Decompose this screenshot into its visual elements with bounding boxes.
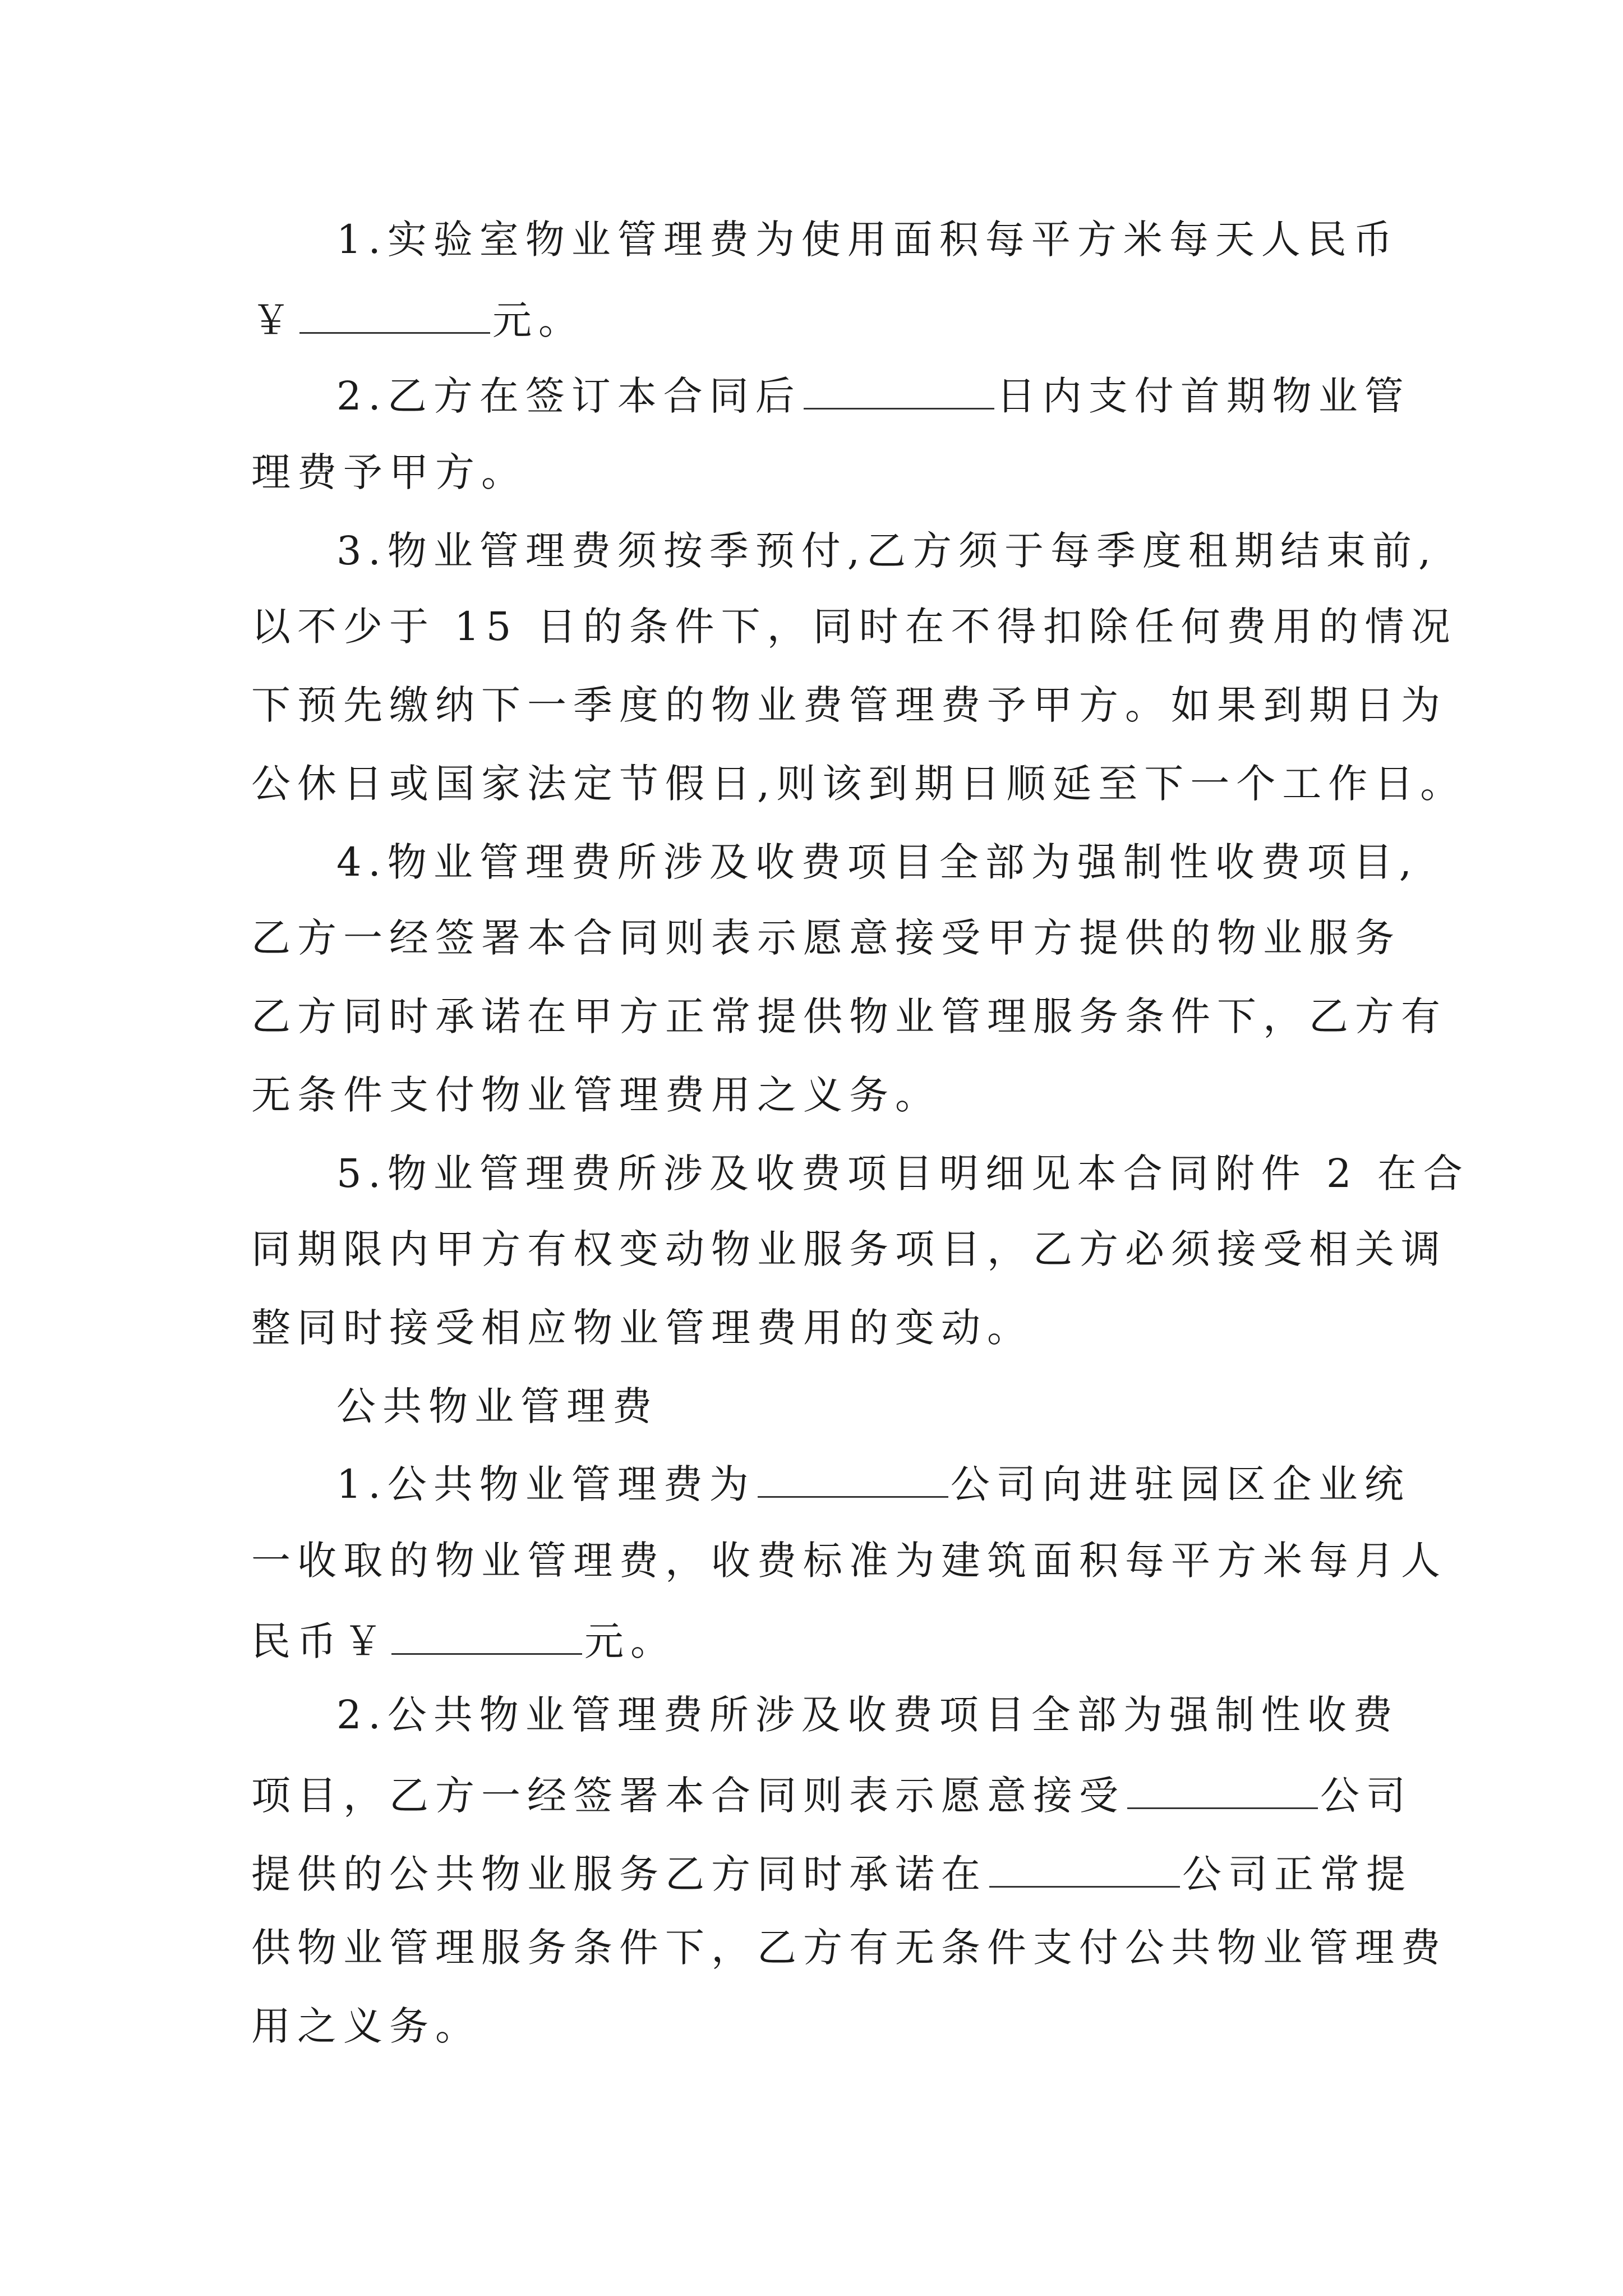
unit-yuan: 元。 xyxy=(584,1618,676,1664)
public-fee-item-2-line-3 xyxy=(251,1851,1412,1897)
lab-fee-item-4-line-4: 无条件支付物业管理费用之义务。 xyxy=(251,1072,941,1118)
company-name-blank xyxy=(1127,1774,1318,1809)
lab-fee-item-4-line-3: 乙方同时承诺在甲方正常提供物业管理服务条件下，乙方有 xyxy=(251,993,1447,1039)
public-fee-item-1-line-3 xyxy=(251,1618,676,1664)
public-item-2-post: 公司 xyxy=(1320,1773,1412,1819)
public-item-1-post: 公司向进驻园区企业统 xyxy=(950,1461,1410,1507)
lab-fee-item-3-line-3: 下预先缴纳下一季度的物业费管理费予甲方。如果到期日为 xyxy=(251,682,1447,728)
lab-fee-item-1-line-1: 1.实验室物业管理费为使用面积每平方米每天人民币 xyxy=(336,217,1399,263)
unit-yuan: 元。 xyxy=(492,297,584,343)
currency-symbol: ￥ xyxy=(251,297,297,343)
daily-rate-blank xyxy=(299,298,490,334)
public-fee-heading: 公共物业管理费 xyxy=(336,1383,658,1429)
lab-fee-item-4-line-1: 4.物业管理费所涉及收费项目全部为强制性收费项目, xyxy=(336,839,1419,885)
public-item-2-pre: 项目，乙方一经签署本合同则表示愿意接受 xyxy=(251,1773,1125,1819)
lab-fee-item-3-line-4: 公休日或国家法定节假日,则该到期日顺延至下一个工作日。 xyxy=(251,761,1467,807)
public-fee-item-2-line-1: 2.公共物业管理费所涉及收费项目全部为强制性收费 xyxy=(336,1692,1399,1738)
public-fee-item-1-line-1 xyxy=(336,1461,1410,1507)
lab-fee-item-2-line-2: 理费予甲方。 xyxy=(251,449,527,495)
item-2-text-post: 日内支付首期物业管 xyxy=(996,373,1410,419)
lab-fee-item-5-line-2: 同期限内甲方有权变动物业服务项目，乙方必须接受相关调 xyxy=(251,1226,1447,1272)
public-fee-item-2-line-4: 供物业管理服务条件下，乙方有无条件支付公共物业管理费 xyxy=(251,1925,1447,1971)
lab-fee-item-1-line-2 xyxy=(251,297,584,343)
payment-days-blank xyxy=(804,374,994,409)
monthly-rate-blank xyxy=(391,1619,582,1655)
item-2-text-pre: 2.乙方在签订本合同后 xyxy=(336,373,801,419)
currency-prefix: 民币￥ xyxy=(251,1618,389,1664)
public-item-1-pre: 1.公共物业管理费为 xyxy=(336,1461,755,1507)
lab-fee-item-3-line-1: 3.物业管理费须按季预付,乙方须于每季度租期结束前, xyxy=(336,528,1438,574)
public-fee-item-1-line-2: 一收取的物业管理费，收费标准为建筑面积每平方米每月人 xyxy=(251,1538,1447,1584)
public-item-2c-post: 公司正常提 xyxy=(1182,1851,1412,1897)
lab-fee-item-4-line-2: 乙方一经签署本合同则表示愿意接受甲方提供的物业服务 xyxy=(251,915,1401,961)
lab-fee-item-2-line-1 xyxy=(336,373,1410,419)
company-name-blank xyxy=(989,1852,1180,1888)
lab-fee-item-5-line-3: 整同时接受相应物业管理费用的变动。 xyxy=(251,1305,1033,1351)
public-fee-item-2-line-2 xyxy=(251,1773,1412,1819)
lab-fee-item-3-line-2: 以不少于 15 日的条件下，同时在不得扣除任何费用的情况 xyxy=(251,604,1457,650)
company-name-blank xyxy=(758,1462,948,1498)
public-item-2c-pre: 提供的公共物业服务乙方同时承诺在 xyxy=(251,1851,987,1897)
lab-fee-item-5-line-1: 5.物业管理费所涉及收费项目明细见本合同附件 2 在合 xyxy=(336,1151,1469,1197)
public-fee-item-2-line-5: 用之义务。 xyxy=(251,2003,481,2049)
